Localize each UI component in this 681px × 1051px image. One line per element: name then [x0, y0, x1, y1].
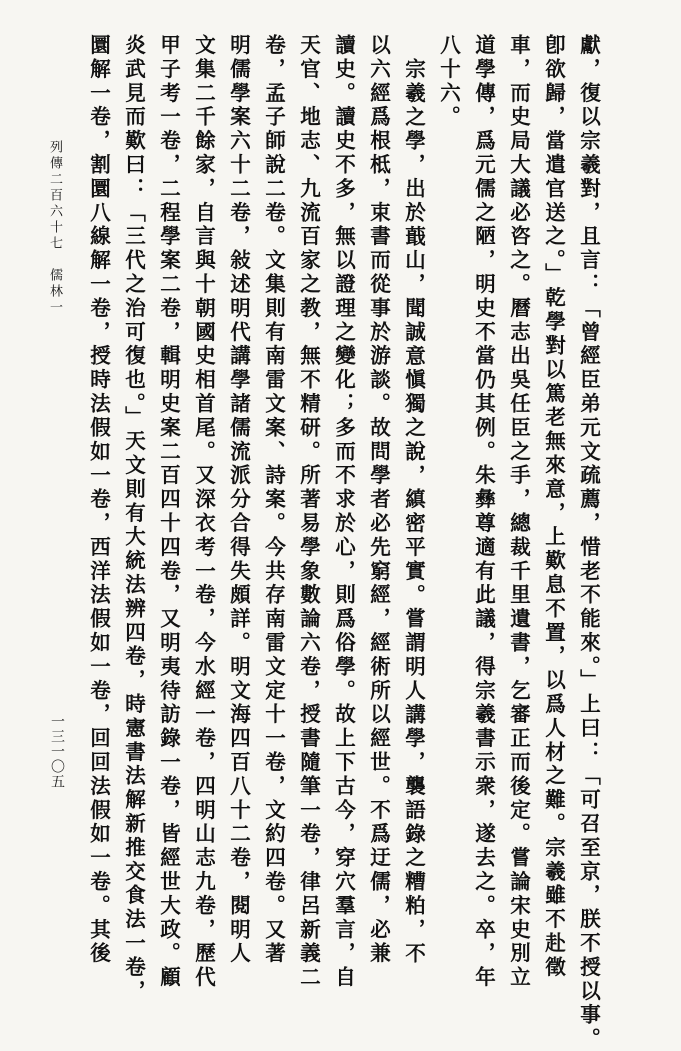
text-column-9: 天官、地志、九流百家之教，無不精研。所著易學象數論六卷，授書隨筆一卷，律呂新義二: [296, 34, 321, 990]
margin-title: 列傳二百六十七 儒林一: [47, 140, 62, 316]
text-column-13: 甲子考一卷，二程學案二卷，輯明史案二百四十四卷，又明夷待訪錄一卷，皆經世大政。顧: [156, 34, 181, 990]
text-column-8: 讀史。讀史不多，無以證理之變化；多而不求於心，則爲俗學。故上下古今，穿穴羣言，自: [331, 34, 356, 990]
text-column-4: 道學傳，爲元儒之陋，明史不當仍其例。朱彝尊適有此議，得宗羲書示衆，遂去之。卒，年: [471, 34, 496, 990]
text-column-6: 宗羲之學，出於蕺山，聞誠意愼獨之說，縝密平實。嘗謂明人講學，襲語錄之糟粕，不: [401, 58, 426, 967]
page-number: 一三一〇五: [49, 714, 65, 789]
text-column-5: 八十六。: [436, 34, 461, 130]
text-column-15: 圜解一卷，割圜八線解一卷，授時法假如一卷，西洋法假如一卷，回回法假如一卷。其後: [86, 34, 111, 967]
text-column-12: 文集二千餘家，自言與十朝國史相首尾。又深衣考一卷，今水經一卷，四明山志九卷，歷代: [191, 34, 216, 990]
text-column-1: 獻，復以宗羲對，且言：「曾經臣弟元文疏薦，惜老不能來。」上曰：「可召至京，朕不授以事。: [576, 34, 601, 1051]
text-column-3: 車，而史局大議必咨之。曆志出吳任臣之手，總裁千里遺書，乞審正而後定。嘗論宋史別立: [506, 34, 531, 990]
text-column-7: 以六經爲根柢，束書而從事於游談。故問學者必先窮經，經術所以經世。不爲迂儒，必兼: [366, 34, 391, 967]
text-column-10: 卷，孟子師說二卷。文集則有南雷文案、詩案。今共存南雷文定十一卷，文約四卷。又著: [261, 34, 286, 967]
text-column-2: 卽欲歸，當遣官送之。」乾學對以篤老無來意，上歎息不置，以爲人材之難。宗羲雖不赴徵: [541, 34, 566, 980]
text-column-11: 明儒學案六十二卷，敍述明代講學諸儒流派分合得失頗詳。明文海四百八十二卷，閱明人: [226, 34, 251, 967]
text-column-14: 炎武見而歎曰：「三代之治可復也。」天文則有大統法辨四卷，時憲書法解新推交食法一卷，: [121, 34, 146, 1004]
